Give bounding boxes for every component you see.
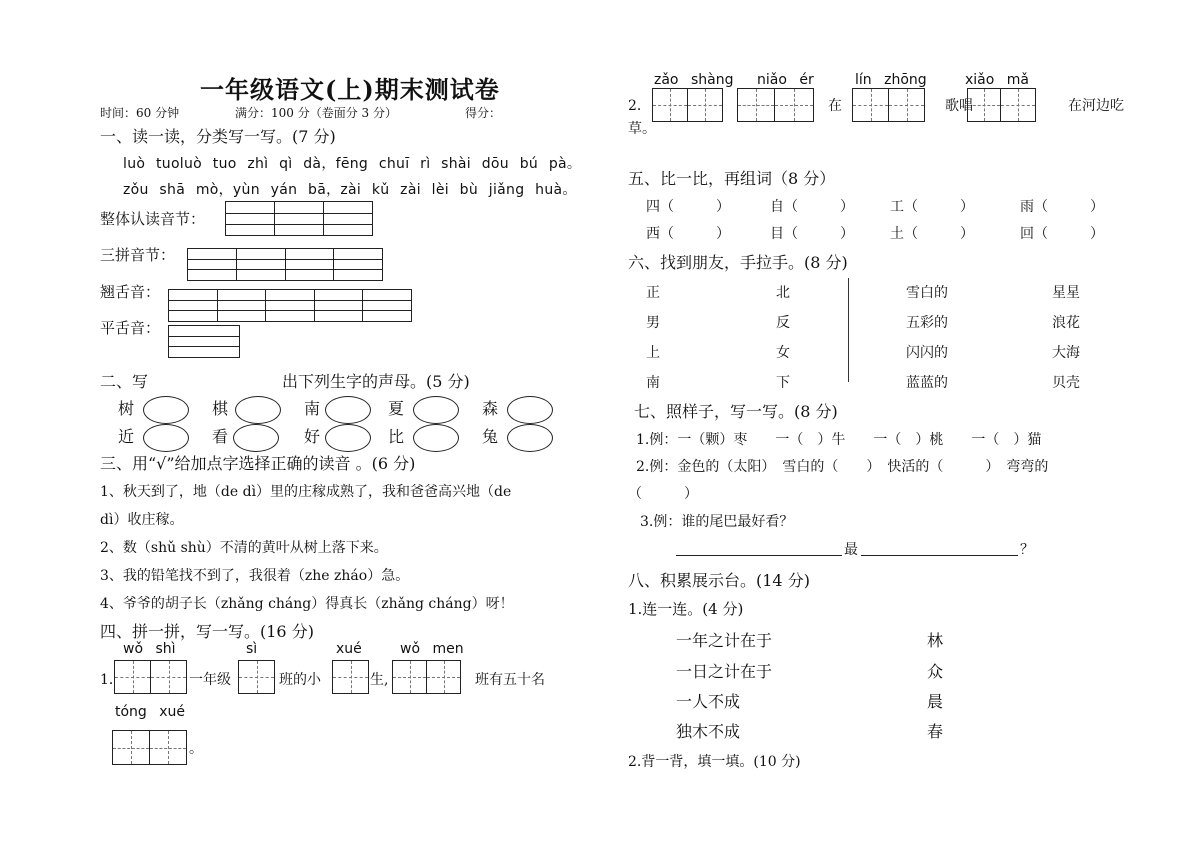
p1-number: 1． [100,672,123,688]
write-grid-xiaoma[interactable] [967,88,1035,122]
section-2-heading-b: 出下列生字的声母。(5 分) [282,372,470,391]
s7-line-2b: （ ） [628,486,698,502]
idiom-left: 独木不成 [676,722,741,741]
divider-line [848,278,849,382]
match-right-a: 雪白的 [906,285,948,301]
s1-pinyin-line-1: luò tuoluò tuo zhì qì dà，fēng chuī rì shài dōu bú pà。 [123,156,582,172]
p2-number: 2． [628,98,651,114]
p1-text-2: 班的小 [279,672,321,688]
s7-line-1: 1.例：一（颗）枣 一（ ）牛 一（ ）桃 一（ ）猫 [636,432,1042,448]
p1-pinyin-2: sì [246,641,258,657]
write-grid-tongxue[interactable] [112,730,186,765]
p2-pinyin-4: xiǎo mǎ [965,72,1029,88]
s5-item: 目（ ） [770,226,854,242]
match-left-b: 下 [776,375,790,391]
answer-grid-whole[interactable] [225,201,373,236]
write-grid-si[interactable] [238,660,274,694]
answer-blank-1[interactable] [676,537,842,556]
s3-question-2: 2、数（shǔ shù）不清的黄叶从树上落下来。 [100,540,388,556]
s8-sub-2: 2.背一背，填一填。(10 分) [628,754,801,770]
p2-text-2: 歌唱 [945,98,973,114]
exam-time: 时间：60 分钟 [100,106,180,120]
answer-blank-2[interactable] [861,537,1018,556]
s7-line-2: 2.例：金色的（太阳） 雪白的（ ） 快活的（ ） 弯弯的 [636,459,1049,475]
match-right-a: 五彩的 [906,315,948,331]
answer-oval[interactable] [413,396,459,424]
char-jin: 近 [118,427,135,446]
section-6-heading: 六、找到朋友，手拉手。(8 分) [628,253,848,272]
s7-line-3: 3.例：谁的尾巴最好看？ [640,514,794,530]
idiom-right: 晨 [927,692,944,711]
section-8-heading: 八、积累展示台。(14 分) [628,571,810,590]
write-grid-xue[interactable] [332,660,368,694]
answer-grid-triple[interactable] [187,248,383,281]
s5-item: 雨（ ） [1020,199,1104,215]
idiom-left: 一人不成 [676,692,741,711]
s5-item: 自（ ） [770,199,854,215]
section-1-heading: 一、读一读，分类写一写。(7 分) [100,127,336,146]
match-right-a: 蓝蓝的 [906,375,948,391]
char-bi: 比 [388,427,405,446]
match-right-b: 贝壳 [1052,375,1080,391]
answer-grid-retroflex[interactable] [168,289,412,322]
p1-text-1: 一年级 [189,672,231,688]
char-shu: 树 [118,399,135,418]
section-5-heading: 五、比一比，再组词（8 分） [628,169,836,188]
section-7-heading: 七、照样子，写一写。(8 分) [634,402,838,421]
match-left-a: 男 [646,315,660,331]
p2-text-1: 在 [828,98,842,114]
s3-question-3: 3、我的铅笔找不到了，我很着（zhe zháo）急。 [100,568,410,584]
s5-item: 四（ ） [646,199,730,215]
write-grid-linzhong[interactable] [852,88,924,122]
p1-pinyin-5: tóng xué [115,704,186,720]
match-right-b: 星星 [1052,285,1080,301]
char-tu: 兔 [482,427,499,446]
write-grid-zaoshang[interactable] [652,88,722,122]
s7-line-4-end: ？ [1020,542,1034,558]
p1-pinyin-1: wǒ shì [123,641,176,657]
s1-pinyin-line-2: zǒu shā mò，yùn yán bā，zài kǔ zài lèi bù jiǎng huà。 [123,182,577,198]
p1-end: 。 [189,741,203,757]
char-sen: 森 [482,399,499,418]
write-grid-woshi[interactable] [114,660,186,694]
s5-item: 土（ ） [890,226,974,242]
category-label-flat: 平舌音： [100,319,161,337]
page-title: 一年级语文(上)期末测试卷 [200,75,500,104]
answer-oval[interactable] [325,396,371,424]
match-left-a: 南 [646,375,660,391]
s8-sub-1: 1.连一连。(4 分) [628,600,744,618]
category-label-triple: 三拼音节： [100,246,176,264]
section-3-heading: 三、用“√”给加点字选择正确的读音 。(6 分) [100,454,416,473]
s3-question-1b: dì）收庄稼。 [100,512,184,528]
match-left-a: 上 [646,345,660,361]
p2-text-3: 在河边吃 [1068,98,1124,114]
idiom-right: 林 [927,631,944,650]
p2-pinyin-3: lín zhōng [855,72,927,88]
answer-oval[interactable] [143,424,189,452]
s3-question-4: 4、爷爷的胡子长（zhǎng cháng）得真长（zhǎng cháng）呀！ [100,596,514,612]
char-xia: 夏 [388,399,405,418]
match-right-b: 大海 [1052,345,1080,361]
write-grid-women[interactable] [392,660,460,694]
p1-pinyin-3: xué [336,641,362,657]
s5-item: 回（ ） [1020,226,1104,242]
write-grid-niaoer[interactable] [737,88,813,122]
answer-grid-flat[interactable] [168,325,240,358]
idiom-right: 春 [927,722,944,741]
answer-oval[interactable] [413,424,459,452]
s5-item: 工（ ） [890,199,974,215]
char-qi: 棋 [212,399,229,418]
section-4-heading: 四、拼一拼，写一写。(16 分) [100,622,314,641]
match-left-b: 女 [776,345,790,361]
answer-oval[interactable] [325,424,371,452]
answer-oval[interactable] [507,396,553,424]
s7-line-4-mid: 最 [844,542,858,558]
answer-oval[interactable] [507,424,553,452]
category-label-whole: 整体认读音节： [100,210,206,228]
char-kan: 看 [212,427,229,446]
match-left-a: 正 [646,285,660,301]
section-2-heading-a: 二、写 [100,372,149,391]
p1-pinyin-4: wǒ men [400,641,464,657]
char-hao: 好 [304,427,321,446]
p2-pinyin-2: niǎo ér [757,72,814,88]
s5-item: 西（ ） [646,226,730,242]
p1-text-4: 班有五十名 [475,672,545,688]
p1-text-3: 生, [370,672,389,688]
category-label-retroflex: 翘舌音： [100,283,161,301]
answer-oval[interactable] [143,396,189,424]
match-left-b: 反 [776,315,790,331]
match-right-b: 浪花 [1052,315,1080,331]
score-label: 得分： [465,106,502,120]
match-right-a: 闪闪的 [906,345,948,361]
char-nan: 南 [304,399,321,418]
idiom-right: 众 [927,662,944,681]
s3-question-1a: 1、秋天到了，地（de dì）里的庄稼成熟了，我和爸爸高兴地（de [100,484,512,500]
full-score: 满分：100 分（卷面分 3 分） [235,106,397,120]
idiom-left: 一日之计在于 [676,662,773,681]
idiom-left: 一年之计在于 [676,631,773,650]
p2-pinyin-1: zǎo shàng [654,72,734,88]
p2-text-4: 草。 [628,121,656,137]
answer-oval[interactable] [235,396,281,424]
match-left-b: 北 [776,285,790,301]
answer-oval[interactable] [233,424,279,452]
